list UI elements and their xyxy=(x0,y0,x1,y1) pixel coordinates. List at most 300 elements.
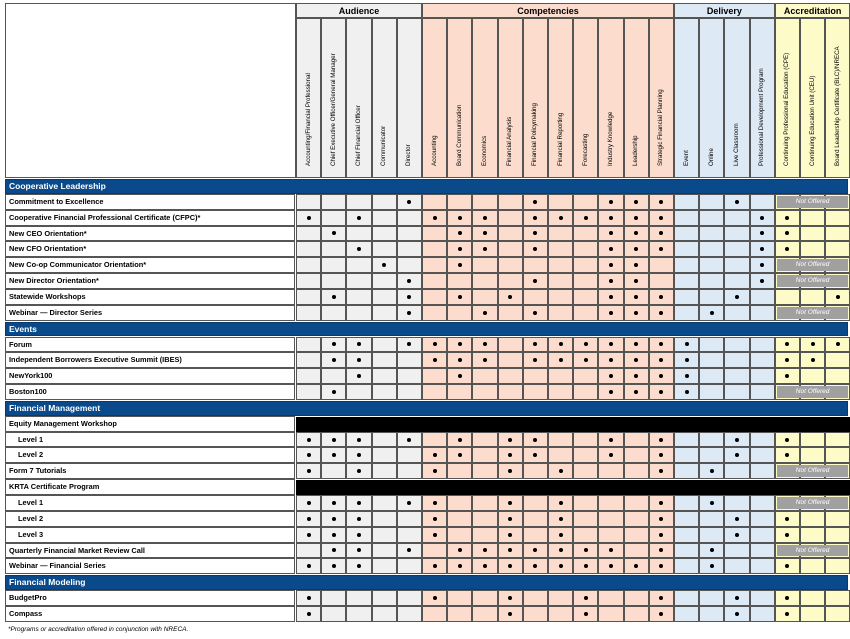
matrix-cell xyxy=(750,543,775,559)
matrix-cell xyxy=(674,210,699,226)
column-header xyxy=(472,18,497,178)
matrix-cell xyxy=(397,257,422,273)
matrix-cell xyxy=(372,558,397,574)
matrix-cell xyxy=(523,384,548,400)
check-dot xyxy=(559,517,563,521)
matrix-cell xyxy=(573,511,598,527)
matrix-cell xyxy=(624,590,649,606)
check-dot xyxy=(458,216,462,220)
matrix-cell xyxy=(750,432,775,448)
check-dot xyxy=(760,216,764,220)
matrix-cell xyxy=(346,273,371,289)
matrix-cell xyxy=(674,606,699,622)
check-dot xyxy=(307,564,311,568)
section-header: Financial Management xyxy=(5,401,848,416)
matrix-cell xyxy=(750,352,775,368)
matrix-cell xyxy=(548,384,573,400)
matrix-cell xyxy=(750,337,775,353)
program-group-label: KRTA Certificate Program xyxy=(5,479,295,495)
matrix-cell xyxy=(372,210,397,226)
matrix-cell xyxy=(397,527,422,543)
check-dot xyxy=(584,596,588,600)
check-dot xyxy=(458,263,462,267)
footnote: *Programs or accreditation offered in conjunction with NRECA. xyxy=(8,626,189,633)
column-header xyxy=(775,18,800,178)
check-dot xyxy=(609,216,613,220)
matrix-cell xyxy=(422,257,447,273)
column-header-label: Professional Development Program xyxy=(758,68,766,166)
program-group-label: Equity Management Workshop xyxy=(5,416,295,432)
matrix-cell xyxy=(447,305,472,321)
matrix-cell xyxy=(548,447,573,463)
matrix-cell xyxy=(346,194,371,210)
matrix-cell xyxy=(296,289,321,305)
matrix-cell xyxy=(523,289,548,305)
check-dot xyxy=(307,216,311,220)
column-header xyxy=(573,18,598,178)
matrix-cell xyxy=(674,432,699,448)
matrix-cell xyxy=(321,194,346,210)
check-dot xyxy=(407,438,411,442)
matrix-cell xyxy=(422,241,447,257)
program-label: BudgetPro xyxy=(5,590,295,606)
section-header: Financial Modeling xyxy=(5,575,848,590)
matrix-cell xyxy=(699,368,724,384)
matrix-cell xyxy=(699,273,724,289)
matrix-cell xyxy=(397,447,422,463)
matrix-cell xyxy=(498,384,523,400)
matrix-cell xyxy=(699,257,724,273)
matrix-cell xyxy=(674,447,699,463)
program-label: New Director Orientation* xyxy=(5,273,295,289)
check-dot xyxy=(685,358,689,362)
check-dot xyxy=(634,216,638,220)
matrix-cell xyxy=(750,447,775,463)
group-separator-bar xyxy=(296,417,850,432)
matrix-cell xyxy=(498,305,523,321)
column-header-label: Accounting/Financial Professional xyxy=(304,73,312,166)
matrix-cell xyxy=(498,194,523,210)
matrix-cell xyxy=(372,226,397,242)
matrix-cell xyxy=(422,194,447,210)
check-dot xyxy=(433,501,437,505)
matrix-cell xyxy=(447,463,472,479)
matrix-cell xyxy=(498,337,523,353)
check-dot xyxy=(483,311,487,315)
matrix-cell xyxy=(296,352,321,368)
matrix-cell xyxy=(346,606,371,622)
matrix-cell xyxy=(800,511,825,527)
matrix-cell xyxy=(674,194,699,210)
column-header-label: Director xyxy=(405,144,413,166)
matrix-cell xyxy=(296,226,321,242)
check-dot xyxy=(710,501,714,505)
not-offered-badge: Not Offered xyxy=(777,307,849,319)
matrix-cell xyxy=(447,590,472,606)
matrix-cell xyxy=(397,241,422,257)
matrix-cell xyxy=(523,495,548,511)
check-dot xyxy=(559,469,563,473)
matrix-cell xyxy=(472,447,497,463)
matrix-cell xyxy=(825,558,850,574)
matrix-cell xyxy=(800,606,825,622)
matrix-cell xyxy=(372,495,397,511)
matrix-cell xyxy=(447,606,472,622)
check-dot xyxy=(559,533,563,537)
matrix-cell xyxy=(573,495,598,511)
column-header xyxy=(397,18,422,178)
matrix-cell xyxy=(472,495,497,511)
check-dot xyxy=(634,311,638,315)
matrix-cell xyxy=(422,606,447,622)
column-header xyxy=(598,18,623,178)
matrix-cell xyxy=(624,463,649,479)
matrix-cell xyxy=(800,527,825,543)
column-header xyxy=(296,18,321,178)
check-dot xyxy=(785,438,789,442)
matrix-cell xyxy=(750,511,775,527)
matrix-cell xyxy=(573,463,598,479)
program-label: New CEO Orientation* xyxy=(5,226,295,242)
matrix-cell xyxy=(372,384,397,400)
matrix-cell xyxy=(523,511,548,527)
matrix-cell xyxy=(422,226,447,242)
matrix-cell xyxy=(775,289,800,305)
program-label: Webinar — Financial Series xyxy=(5,558,295,574)
column-header-label: Chief Executive Officer/General Manager xyxy=(329,53,337,166)
matrix-cell xyxy=(397,511,422,527)
program-label: Independent Borrowers Executive Summit (IBES) xyxy=(5,352,295,368)
matrix-cell xyxy=(573,447,598,463)
column-header-label: Live Classroom xyxy=(732,123,740,166)
matrix-cell xyxy=(321,590,346,606)
matrix-cell xyxy=(472,606,497,622)
column-header-label: Board Leadership Certificate (BLC)/NRECA xyxy=(833,46,841,166)
matrix-cell xyxy=(498,352,523,368)
matrix-cell xyxy=(598,495,623,511)
column-header xyxy=(422,18,447,178)
check-dot xyxy=(559,564,563,568)
program-label: Compass xyxy=(5,606,295,622)
matrix-cell xyxy=(372,289,397,305)
check-dot xyxy=(609,295,613,299)
matrix-cell xyxy=(472,257,497,273)
matrix-cell xyxy=(397,384,422,400)
column-header xyxy=(372,18,397,178)
matrix-cell xyxy=(447,194,472,210)
column-header-label: Event xyxy=(682,150,690,166)
matrix-cell xyxy=(498,241,523,257)
check-dot xyxy=(433,216,437,220)
column-header xyxy=(321,18,346,178)
matrix-cell xyxy=(573,305,598,321)
check-dot xyxy=(332,517,336,521)
matrix-cell xyxy=(321,257,346,273)
matrix-cell xyxy=(523,368,548,384)
matrix-cell xyxy=(573,257,598,273)
column-header-label: Industry Knowledge xyxy=(606,111,614,166)
check-dot xyxy=(357,438,361,442)
column-header-label: Leadership xyxy=(632,135,640,166)
matrix-cell xyxy=(422,368,447,384)
matrix-cell xyxy=(548,305,573,321)
matrix-cell xyxy=(296,384,321,400)
matrix-cell xyxy=(825,606,850,622)
group-header-audience: Audience xyxy=(296,3,422,18)
matrix-cell xyxy=(472,368,497,384)
group-header-competencies: Competencies xyxy=(422,3,674,18)
matrix-cell xyxy=(624,606,649,622)
matrix-cell xyxy=(296,368,321,384)
column-header xyxy=(624,18,649,178)
matrix-cell xyxy=(472,527,497,543)
matrix-cell xyxy=(825,210,850,226)
check-dot xyxy=(357,216,361,220)
section-header: Events xyxy=(5,322,848,337)
check-dot xyxy=(584,216,588,220)
column-header-label: Economics xyxy=(480,135,488,166)
check-dot xyxy=(307,501,311,505)
matrix-cell xyxy=(800,447,825,463)
matrix-cell xyxy=(548,368,573,384)
check-dot xyxy=(357,533,361,537)
matrix-cell xyxy=(624,432,649,448)
matrix-cell xyxy=(523,606,548,622)
check-dot xyxy=(332,295,336,299)
matrix-cell xyxy=(372,511,397,527)
column-header-label: Financial Analysis xyxy=(506,116,514,166)
check-dot xyxy=(609,311,613,315)
program-label: Webinar — Director Series xyxy=(5,305,295,321)
matrix-cell xyxy=(372,527,397,543)
matrix-cell xyxy=(372,463,397,479)
matrix-cell xyxy=(523,590,548,606)
matrix-cell xyxy=(750,384,775,400)
matrix-cell xyxy=(372,543,397,559)
check-dot xyxy=(559,358,563,362)
check-dot xyxy=(659,438,663,442)
matrix-cell xyxy=(825,241,850,257)
matrix-cell xyxy=(372,368,397,384)
matrix-cell xyxy=(321,241,346,257)
check-dot xyxy=(735,438,739,442)
matrix-cell xyxy=(674,305,699,321)
matrix-cell xyxy=(472,194,497,210)
check-dot xyxy=(559,216,563,220)
matrix-cell xyxy=(750,606,775,622)
matrix-cell xyxy=(750,305,775,321)
matrix-cell xyxy=(472,273,497,289)
matrix-cell xyxy=(573,368,598,384)
group-separator-bar xyxy=(296,480,850,495)
matrix-cell xyxy=(724,558,749,574)
check-dot xyxy=(735,612,739,616)
matrix-cell xyxy=(372,305,397,321)
matrix-cell xyxy=(724,337,749,353)
check-dot xyxy=(332,438,336,442)
not-offered-badge: Not Offered xyxy=(777,497,849,509)
matrix-cell xyxy=(800,368,825,384)
matrix-cell xyxy=(674,273,699,289)
column-header xyxy=(649,18,674,178)
check-dot xyxy=(433,533,437,537)
column-header xyxy=(548,18,573,178)
matrix-cell xyxy=(573,273,598,289)
matrix-cell xyxy=(800,241,825,257)
matrix-cell xyxy=(674,257,699,273)
check-dot xyxy=(332,501,336,505)
matrix-cell xyxy=(724,241,749,257)
matrix-cell xyxy=(750,194,775,210)
matrix-cell xyxy=(346,384,371,400)
matrix-cell xyxy=(372,447,397,463)
matrix-cell xyxy=(825,368,850,384)
matrix-cell xyxy=(699,352,724,368)
matrix-cell xyxy=(598,511,623,527)
matrix-cell xyxy=(447,511,472,527)
matrix-cell xyxy=(346,289,371,305)
matrix-cell xyxy=(472,590,497,606)
check-dot xyxy=(609,279,613,283)
matrix-cell xyxy=(321,305,346,321)
matrix-cell xyxy=(825,447,850,463)
matrix-cell xyxy=(321,273,346,289)
matrix-cell xyxy=(548,432,573,448)
matrix-cell xyxy=(699,337,724,353)
matrix-cell xyxy=(321,463,346,479)
check-dot xyxy=(508,517,512,521)
matrix-cell xyxy=(447,527,472,543)
matrix-cell xyxy=(724,352,749,368)
program-label: Commitment to Excellence xyxy=(5,194,295,210)
matrix-cell xyxy=(573,527,598,543)
matrix-cell xyxy=(825,352,850,368)
matrix-cell xyxy=(825,226,850,242)
matrix-cell xyxy=(397,558,422,574)
matrix-cell xyxy=(548,226,573,242)
matrix-cell xyxy=(750,495,775,511)
check-dot xyxy=(609,438,613,442)
matrix-cell xyxy=(598,590,623,606)
matrix-cell xyxy=(649,273,674,289)
column-header-label: Financial Reporting xyxy=(556,112,564,166)
check-dot xyxy=(836,295,840,299)
not-offered-badge: Not Offered xyxy=(777,386,849,398)
check-dot xyxy=(307,612,311,616)
matrix-cell xyxy=(447,273,472,289)
matrix-cell xyxy=(296,194,321,210)
check-dot xyxy=(735,533,739,537)
column-header xyxy=(800,18,825,178)
check-dot xyxy=(559,501,563,505)
matrix-cell xyxy=(800,210,825,226)
check-dot xyxy=(433,469,437,473)
matrix-cell xyxy=(699,210,724,226)
matrix-cell xyxy=(750,463,775,479)
matrix-cell xyxy=(825,527,850,543)
column-header-label: Continuing Professional Education (CPE) xyxy=(783,52,791,166)
program-label: Level 2 xyxy=(5,447,295,463)
matrix-cell xyxy=(447,384,472,400)
column-header xyxy=(699,18,724,178)
matrix-cell xyxy=(346,257,371,273)
matrix-cell xyxy=(422,273,447,289)
matrix-cell xyxy=(649,257,674,273)
check-dot xyxy=(307,517,311,521)
program-label: Boston100 xyxy=(5,384,295,400)
check-dot xyxy=(735,517,739,521)
check-dot xyxy=(685,390,689,394)
column-header-label: Board Communication xyxy=(455,104,463,166)
column-header xyxy=(346,18,371,178)
matrix-cell xyxy=(674,289,699,305)
check-dot xyxy=(332,390,336,394)
matrix-cell xyxy=(674,590,699,606)
matrix-cell xyxy=(750,527,775,543)
matrix-cell xyxy=(321,210,346,226)
matrix-cell xyxy=(724,368,749,384)
program-label: NewYork100 xyxy=(5,368,295,384)
program-label: Level 1 xyxy=(5,495,295,511)
matrix-cell xyxy=(422,384,447,400)
column-header-label: Strategic Financial Planning xyxy=(657,89,665,166)
column-header xyxy=(523,18,548,178)
matrix-cell xyxy=(573,241,598,257)
matrix-cell xyxy=(548,241,573,257)
matrix-cell xyxy=(573,384,598,400)
program-label: Level 1 xyxy=(5,432,295,448)
program-label: Level 3 xyxy=(5,527,295,543)
column-header-label: Forecasting xyxy=(581,133,589,166)
matrix-cell xyxy=(548,257,573,273)
check-dot xyxy=(710,311,714,315)
matrix-cell xyxy=(472,289,497,305)
program-label: Level 2 xyxy=(5,511,295,527)
matrix-cell xyxy=(800,289,825,305)
check-dot xyxy=(307,438,311,442)
column-header xyxy=(674,18,699,178)
check-dot xyxy=(533,438,537,442)
check-dot xyxy=(332,533,336,537)
check-dot xyxy=(735,596,739,600)
matrix-cell xyxy=(447,495,472,511)
matrix-cell xyxy=(548,273,573,289)
program-label: New Co-op Communicator Orientation* xyxy=(5,257,295,273)
matrix-cell xyxy=(699,289,724,305)
check-dot xyxy=(458,438,462,442)
matrix-cell xyxy=(498,273,523,289)
check-dot xyxy=(735,295,739,299)
matrix-cell xyxy=(372,606,397,622)
check-dot xyxy=(508,438,512,442)
program-label: Cooperative Financial Professional Certificate (CFPC)* xyxy=(5,210,295,226)
matrix-cell xyxy=(397,210,422,226)
matrix-cell xyxy=(372,432,397,448)
column-header-label: Financial Policymaking xyxy=(531,103,539,166)
check-dot xyxy=(685,374,689,378)
check-dot xyxy=(811,358,815,362)
matrix-cell xyxy=(346,305,371,321)
matrix-cell xyxy=(800,558,825,574)
column-header-label: Accounting xyxy=(430,135,438,166)
group-header-delivery: Delivery xyxy=(674,3,775,18)
matrix-cell xyxy=(296,257,321,273)
matrix-cell xyxy=(624,495,649,511)
matrix-cell xyxy=(674,495,699,511)
matrix-cell xyxy=(699,226,724,242)
column-header-label: Communicator xyxy=(380,125,388,166)
not-offered-badge: Not Offered xyxy=(777,465,849,477)
